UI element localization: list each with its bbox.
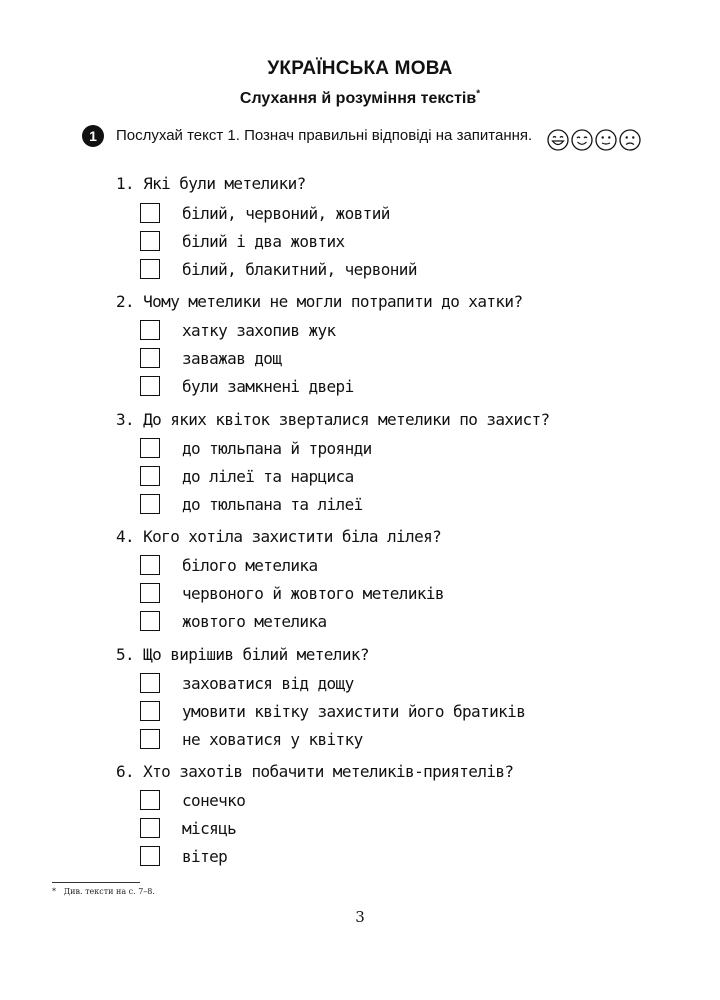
answer-option[interactable]: [140, 493, 363, 515]
answer-option[interactable]: [140, 202, 390, 224]
sad-face-icon[interactable]: [618, 128, 642, 152]
answer-checkbox[interactable]: [140, 611, 160, 631]
answer-label: до тюльпана та лілеї: [182, 494, 363, 514]
answer-option[interactable]: [140, 817, 236, 839]
answer-option[interactable]: [140, 672, 354, 694]
question-5: 5. Що вирішив білий метелик?: [116, 645, 369, 664]
answer-checkbox[interactable]: [140, 673, 160, 693]
very-happy-face-icon[interactable]: [546, 128, 570, 152]
footnote-divider: [52, 882, 140, 883]
happy-face-icon[interactable]: [570, 128, 594, 152]
neutral-face-icon[interactable]: [594, 128, 618, 152]
page-number: 3: [355, 908, 365, 926]
section-subtitle: [0, 90, 720, 108]
answer-option[interactable]: [140, 610, 327, 632]
answer-checkbox[interactable]: [140, 376, 160, 396]
answer-label: до тюльпана й троянди: [182, 438, 372, 458]
answer-option[interactable]: [140, 845, 227, 867]
answer-checkbox[interactable]: [140, 494, 160, 514]
answer-label: білого метелика: [182, 555, 318, 575]
answer-label: червоного й жовтого метеликів: [182, 583, 444, 603]
question-6: 6. Хто захотів побачити метеликів-приятелів?: [116, 762, 514, 781]
answer-option[interactable]: [140, 465, 354, 487]
answer-label: місяць: [182, 818, 237, 838]
page-title: УКРАЇНСЬКА МОВА: [267, 58, 453, 79]
answer-checkbox[interactable]: [140, 583, 160, 603]
answer-label: до лілеї та нарциса: [182, 466, 354, 486]
answer-checkbox[interactable]: [140, 466, 160, 486]
answer-label: білий, червоний, жовтий: [182, 203, 390, 223]
answer-option[interactable]: [140, 700, 525, 722]
answer-option[interactable]: [140, 230, 345, 252]
answer-label: білий, блакитний, червоний: [182, 259, 417, 279]
answer-option[interactable]: [140, 375, 354, 397]
answer-checkbox[interactable]: [140, 701, 160, 721]
answer-label: заважав дощ: [182, 348, 282, 368]
question-2: 2. Чому метелики не могли потрапити до хатки?: [116, 292, 523, 311]
answer-checkbox[interactable]: [140, 203, 160, 223]
answer-option[interactable]: [140, 437, 372, 459]
answer-option[interactable]: [140, 258, 417, 280]
answer-label: умовити квітку захистити його братиків: [182, 701, 526, 721]
answer-option[interactable]: [140, 319, 336, 341]
answer-label: білий і два жовтих: [182, 231, 345, 251]
footnote-marker: *: [476, 88, 481, 100]
answer-checkbox[interactable]: [140, 320, 160, 340]
footnote: [52, 887, 155, 896]
answer-checkbox[interactable]: [140, 729, 160, 749]
answer-checkbox[interactable]: [140, 438, 160, 458]
footnote-text: Див. тексти на с. 7–8.: [63, 887, 155, 896]
answer-label: заховатися від дощу: [182, 673, 354, 693]
answer-checkbox[interactable]: [140, 790, 160, 810]
answer-label: хатку захопив жук: [182, 320, 336, 340]
answer-option[interactable]: [140, 347, 281, 369]
answer-checkbox[interactable]: [140, 555, 160, 575]
question-3: 3. До яких квіток зверталися метелики по захист?: [116, 410, 550, 429]
answer-option[interactable]: [140, 728, 363, 750]
answer-option[interactable]: [140, 582, 444, 604]
answer-option[interactable]: [140, 554, 318, 576]
answer-checkbox[interactable]: [140, 846, 160, 866]
answer-label: не ховатися у квітку: [182, 729, 363, 749]
self-assessment-scale: [546, 128, 642, 152]
footnote-mark: *: [52, 887, 56, 896]
task-instruction: Послухай текст 1. Познач правильні відповіді на запитання.: [116, 127, 533, 144]
question-4: 4. Кого хотіла захистити біла лілея?: [116, 527, 442, 546]
task-number-badge: 1: [82, 125, 104, 147]
answer-label: вітер: [182, 846, 228, 866]
answer-label: жовтого метелика: [182, 611, 327, 631]
answer-option[interactable]: [140, 789, 245, 811]
subtitle-text: Слухання й розуміння текстів: [239, 90, 477, 107]
question-1: 1. Які були метелики?: [116, 174, 306, 193]
answer-checkbox[interactable]: [140, 348, 160, 368]
answer-checkbox[interactable]: [140, 259, 160, 279]
answer-checkbox[interactable]: [140, 231, 160, 251]
answer-checkbox[interactable]: [140, 818, 160, 838]
answer-label: були замкнені двері: [182, 376, 354, 396]
answer-label: сонечко: [182, 790, 246, 810]
